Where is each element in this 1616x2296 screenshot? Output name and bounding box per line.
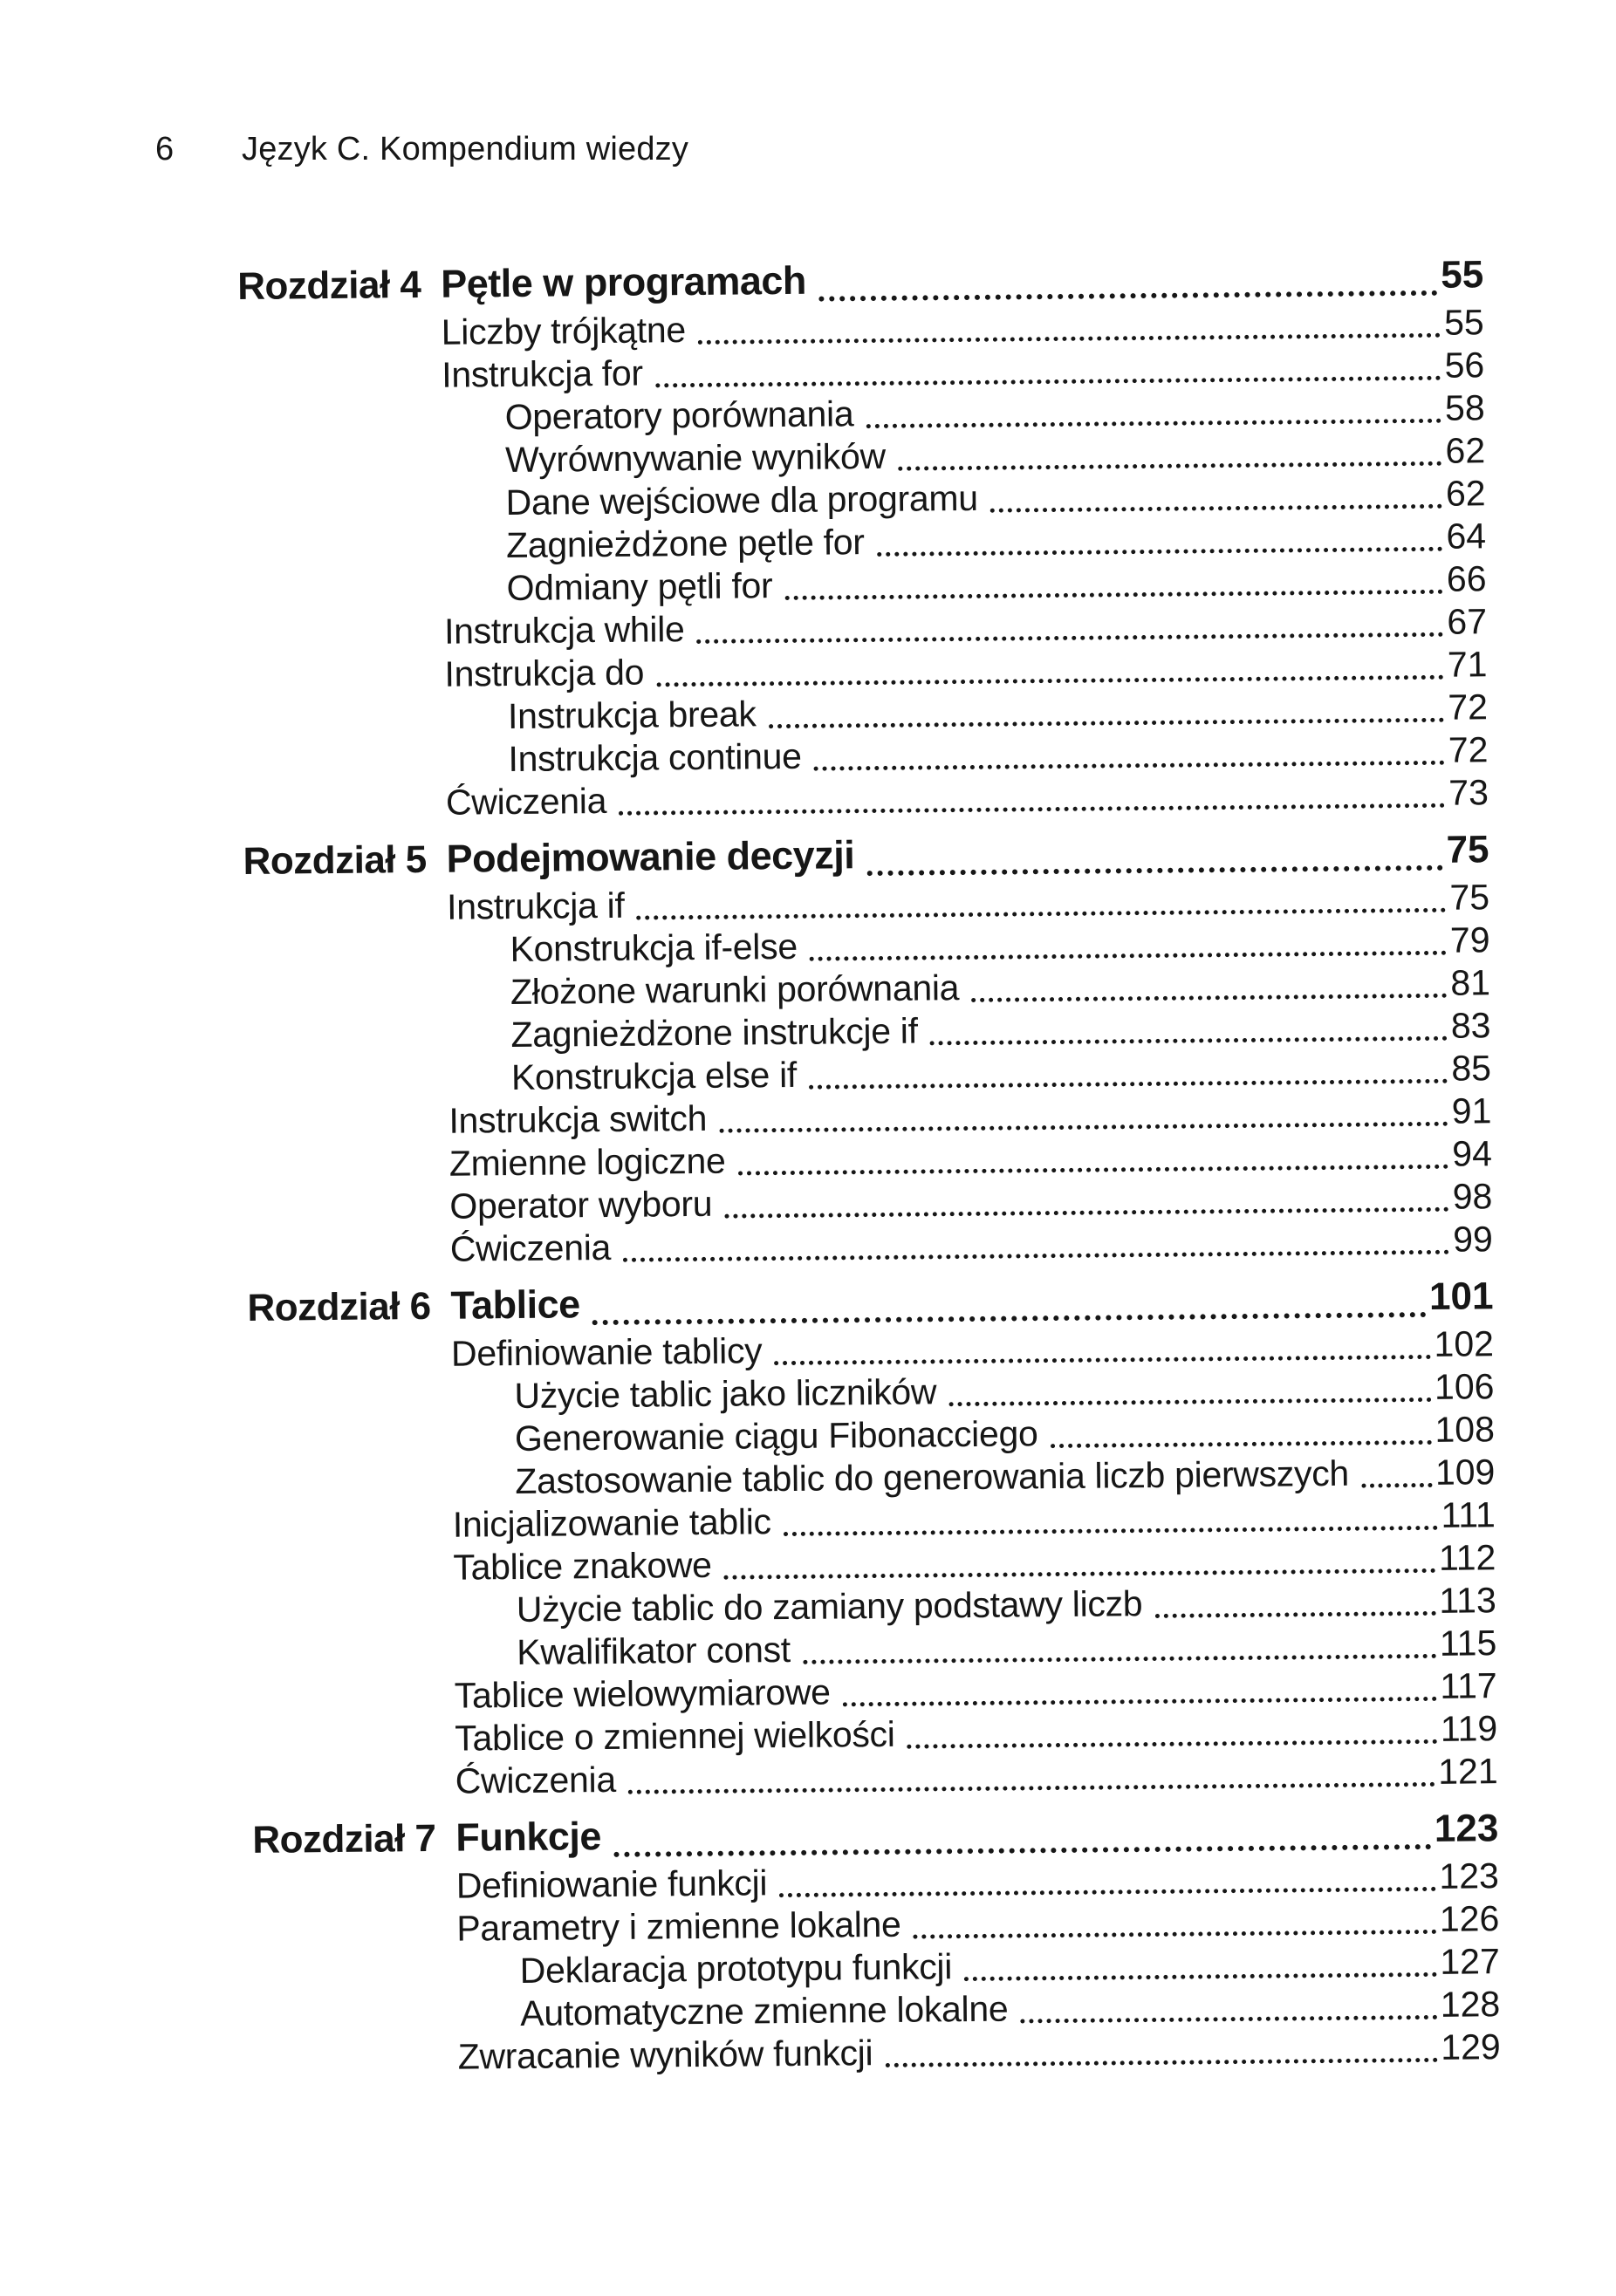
chapter-label bbox=[253, 1941, 456, 1943]
chapter-label bbox=[244, 962, 448, 964]
chapter-label bbox=[240, 558, 443, 560]
page-number: 6 bbox=[155, 131, 175, 167]
dot-leader bbox=[719, 1122, 1448, 1133]
chapter-label bbox=[247, 1261, 450, 1263]
running-title: Język C. Kompendium wiedzy bbox=[242, 131, 689, 167]
chapter-label bbox=[243, 815, 446, 817]
dot-leader bbox=[990, 504, 1442, 513]
dot-leader bbox=[914, 1930, 1436, 1939]
entry-title: Tablice wielowymiarowe bbox=[454, 1671, 831, 1716]
chapter-label bbox=[250, 1665, 454, 1667]
entry-page-number: 127 bbox=[1440, 1941, 1500, 1982]
entry-title: Zagnieżdżone pętle for bbox=[505, 522, 865, 566]
entry-page-number: 98 bbox=[1452, 1176, 1493, 1217]
chapter-label bbox=[248, 1366, 451, 1368]
dot-leader bbox=[866, 419, 1441, 428]
dot-leader bbox=[930, 1036, 1448, 1046]
chapter-label bbox=[249, 1409, 452, 1411]
dot-leader bbox=[724, 1207, 1449, 1219]
entry-page-number: 64 bbox=[1446, 516, 1487, 557]
chapter-page-number: 101 bbox=[1428, 1274, 1494, 1318]
chapter-label bbox=[239, 430, 442, 432]
chapter-label bbox=[255, 2069, 458, 2071]
entry-title: Instrukcja do bbox=[444, 652, 645, 694]
chapter-label bbox=[244, 1005, 448, 1007]
entry-title: Zmienne logiczne bbox=[449, 1140, 726, 1184]
entry-page-number: 66 bbox=[1446, 558, 1487, 599]
entry-page-number: 117 bbox=[1440, 1665, 1497, 1706]
entry-title: Konstrukcja else if bbox=[510, 1054, 798, 1098]
dot-leader bbox=[818, 290, 1437, 302]
entry-page-number: 56 bbox=[1444, 345, 1485, 386]
entry-title: Instrukcja if bbox=[446, 885, 625, 927]
dot-leader bbox=[619, 803, 1445, 816]
entry-title: Parametry i zmienne lokalne bbox=[456, 1903, 901, 1949]
entry-page-number: 58 bbox=[1444, 387, 1485, 428]
dot-leader bbox=[1154, 1611, 1435, 1618]
dot-leader bbox=[877, 547, 1443, 557]
chapter-label bbox=[243, 919, 447, 921]
dot-leader bbox=[885, 2058, 1437, 2067]
running-header bbox=[155, 131, 688, 168]
entry-title: Automatyczne zmienne lokalne bbox=[520, 1988, 1009, 2033]
dot-leader bbox=[724, 1568, 1435, 1580]
entry-page-number: 119 bbox=[1440, 1708, 1498, 1749]
chapter-label bbox=[245, 1048, 449, 1049]
entry-title: Złożone warunki porównania bbox=[510, 967, 960, 1013]
dot-leader bbox=[803, 1654, 1436, 1664]
entry-page-number: 55 bbox=[1443, 302, 1484, 343]
dot-leader bbox=[779, 1887, 1435, 1897]
entry-page-number: 62 bbox=[1445, 430, 1486, 471]
entry-page-number: 91 bbox=[1451, 1090, 1492, 1131]
chapter-label bbox=[245, 1090, 449, 1092]
entry-page-number: 126 bbox=[1439, 1898, 1500, 1939]
entry-title: Generowanie ciągu Fibonacciego bbox=[514, 1413, 1038, 1459]
entry-page-number: 109 bbox=[1435, 1452, 1496, 1493]
entry-page-number: 111 bbox=[1441, 1494, 1496, 1535]
chapter-label bbox=[254, 2026, 457, 2028]
dot-leader bbox=[898, 461, 1442, 471]
entry-title: Instrukcja switch bbox=[449, 1097, 708, 1141]
chapter-label: Rozdział 7 bbox=[252, 1816, 436, 1862]
chapter-label bbox=[251, 1751, 455, 1753]
chapter-label: Rozdział 4 bbox=[237, 263, 421, 308]
entry-page-number: 123 bbox=[1439, 1855, 1500, 1896]
entry-page-number: 72 bbox=[1448, 687, 1489, 728]
chapter-page-number: 75 bbox=[1446, 828, 1489, 871]
chapter-page-number: 55 bbox=[1441, 253, 1484, 297]
dot-leader bbox=[592, 1312, 1426, 1325]
chapter-label: Rozdział 5 bbox=[243, 837, 427, 883]
entry-title: Konstrukcja if-else bbox=[510, 926, 798, 970]
dot-leader bbox=[948, 1397, 1431, 1406]
dot-leader bbox=[809, 1079, 1448, 1090]
entry-title: Dane wejściowe dla programu bbox=[505, 477, 978, 523]
entry-title: Instrukcja for bbox=[442, 352, 643, 395]
dot-leader bbox=[907, 1739, 1437, 1749]
chapter-label bbox=[254, 1984, 457, 1985]
entry-page-number: 94 bbox=[1452, 1133, 1493, 1174]
dot-leader bbox=[1020, 2015, 1437, 2024]
table-of-contents bbox=[237, 251, 1501, 2081]
entry-page-number: 113 bbox=[1439, 1580, 1496, 1621]
chapter-label bbox=[238, 387, 442, 389]
chapter-title: Podejmowanie decyzji bbox=[446, 832, 855, 881]
chapter-label bbox=[250, 1494, 453, 1496]
chapter-label bbox=[246, 1133, 449, 1135]
entry-page-number: 72 bbox=[1448, 729, 1489, 770]
chapter-label bbox=[242, 687, 445, 688]
entry-page-number: 112 bbox=[1438, 1537, 1496, 1578]
entry-title: Tablice znakowe bbox=[453, 1544, 712, 1588]
entry-title: Definiowanie funkcji bbox=[455, 1862, 768, 1906]
entry-title: Deklaracja prototypu funkcji bbox=[519, 1946, 953, 1991]
dot-leader bbox=[814, 761, 1445, 771]
dot-leader bbox=[843, 1697, 1437, 1707]
entry-title: Zwracanie wyników funkcji bbox=[457, 2033, 873, 2077]
dot-leader bbox=[1051, 1440, 1432, 1448]
entry-title: Zagnieżdżone instrukcje if bbox=[510, 1010, 918, 1056]
entry-page-number: 83 bbox=[1450, 1005, 1491, 1046]
entry-title: Wyrównywanie wyników bbox=[504, 435, 887, 481]
entry-page-number: 71 bbox=[1447, 644, 1488, 685]
entry-page-number: 108 bbox=[1435, 1409, 1496, 1450]
entry-page-number: 85 bbox=[1451, 1048, 1492, 1089]
dot-leader bbox=[656, 675, 1444, 687]
entry-page-number: 128 bbox=[1440, 1984, 1501, 2025]
dot-leader bbox=[698, 333, 1441, 345]
chapter-label bbox=[241, 644, 444, 646]
entry-title: Ćwiczenia bbox=[445, 780, 607, 823]
chapter-title: Funkcje bbox=[455, 1814, 602, 1860]
chapter-label bbox=[252, 1794, 455, 1795]
dot-leader bbox=[697, 632, 1444, 644]
entry-title: Użycie tablic do zamiany podstawy liczb bbox=[516, 1583, 1143, 1630]
chapter-label: Rozdział 6 bbox=[247, 1284, 431, 1329]
chapter-page-number: 123 bbox=[1434, 1807, 1499, 1850]
dot-leader bbox=[784, 1526, 1438, 1536]
chapter-label bbox=[242, 729, 445, 731]
entry-title: Ćwiczenia bbox=[449, 1227, 612, 1269]
chapter-label bbox=[249, 1452, 452, 1453]
entry-page-number: 62 bbox=[1445, 473, 1486, 514]
dot-leader bbox=[738, 1165, 1449, 1176]
entry-title: Operatory porównania bbox=[504, 393, 854, 438]
chapter-label bbox=[241, 601, 444, 603]
dot-leader bbox=[655, 376, 1441, 388]
entry-title: Użycie tablic jako liczników bbox=[514, 1371, 937, 1417]
dot-leader bbox=[866, 865, 1442, 876]
entry-title: Definiowanie tablicy bbox=[450, 1330, 763, 1374]
chapter-label bbox=[240, 516, 443, 517]
chapter-label bbox=[246, 1176, 449, 1178]
entry-page-number: 99 bbox=[1452, 1219, 1494, 1260]
entry-title: Ćwiczenia bbox=[455, 1759, 617, 1801]
dot-leader bbox=[784, 590, 1443, 600]
entry-title: Zastosowanie tablic do generowania liczb pierwszych bbox=[515, 1452, 1350, 1502]
dot-leader bbox=[1361, 1483, 1432, 1488]
entry-title: Tablice o zmiennej wielkości bbox=[455, 1713, 895, 1759]
dot-leader bbox=[774, 1355, 1430, 1365]
dot-leader bbox=[971, 994, 1447, 1002]
entry-title: Odmiany pętli for bbox=[506, 565, 773, 609]
entry-page-number: 121 bbox=[1438, 1751, 1498, 1792]
dot-leader bbox=[810, 951, 1447, 961]
chapter-label bbox=[243, 772, 446, 774]
chapter-label bbox=[253, 1898, 456, 1900]
entry-title: Instrukcja continue bbox=[508, 735, 802, 780]
entry-page-number: 115 bbox=[1439, 1623, 1497, 1664]
chapter-title: Tablice bbox=[450, 1281, 580, 1328]
chapter-title: Pętle w programach bbox=[440, 257, 807, 306]
dot-leader bbox=[613, 1844, 1431, 1857]
dot-leader bbox=[637, 908, 1447, 920]
entry-page-number: 75 bbox=[1449, 877, 1490, 918]
chapter-label bbox=[238, 345, 442, 346]
chapter-label bbox=[250, 1537, 453, 1539]
chapter-label bbox=[250, 1580, 454, 1582]
dot-leader bbox=[628, 1782, 1435, 1794]
entry-page-number: 81 bbox=[1450, 962, 1491, 1003]
entry-title: Kwalifikator const bbox=[517, 1629, 791, 1672]
chapter-label bbox=[239, 473, 442, 475]
entry-title: Inicjalizowanie tablic bbox=[452, 1501, 771, 1545]
entry-title: Instrukcja break bbox=[507, 694, 757, 737]
entry-page-number: 79 bbox=[1449, 919, 1490, 960]
entry-page-number: 67 bbox=[1447, 601, 1488, 642]
entry-title: Operator wyboru bbox=[449, 1183, 713, 1227]
entry-page-number: 73 bbox=[1448, 772, 1489, 813]
chapter-label bbox=[251, 1708, 455, 1710]
dot-leader bbox=[964, 1972, 1436, 1981]
dot-leader bbox=[769, 718, 1445, 728]
dot-leader bbox=[623, 1250, 1449, 1262]
chapter-label bbox=[250, 1623, 454, 1624]
entry-title: Liczby trójkątne bbox=[441, 310, 687, 352]
entry-page-number: 106 bbox=[1434, 1366, 1495, 1407]
entry-page-number: 102 bbox=[1434, 1323, 1495, 1364]
entry-title: Instrukcja while bbox=[443, 609, 685, 652]
entry-page-number: 129 bbox=[1441, 2026, 1501, 2067]
chapter-label bbox=[247, 1219, 450, 1220]
